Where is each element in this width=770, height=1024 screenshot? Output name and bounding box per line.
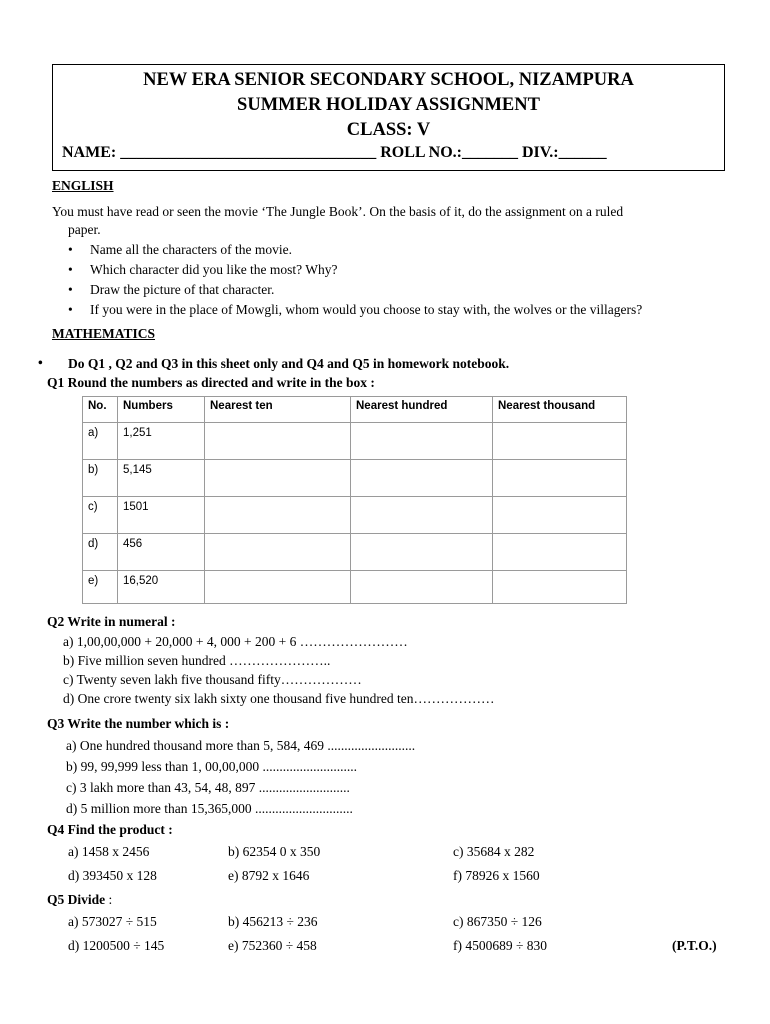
assignment-title: SUMMER HOLIDAY ASSIGNMENT (237, 95, 540, 115)
column-header: No. (83, 397, 118, 423)
answer-cell-nearest-ten[interactable] (205, 534, 351, 571)
mathematics-heading: MATHEMATICS (52, 326, 156, 341)
rounding-table (82, 396, 627, 604)
list-item: • If you were in the place of Mowgli, whom would you choose to stay with, the wolves or the villagers? (66, 300, 642, 320)
q4-item-e: e) 8792 x 1646 (228, 868, 310, 883)
english-bullet-list (66, 240, 642, 320)
q5-item-f: f) 4500689 ÷ 830 (453, 938, 548, 953)
answer-cell-nearest-thousand[interactable] (493, 534, 627, 571)
table-header-row (83, 397, 627, 423)
q4-item-b: b) 62354 0 x 350 (228, 844, 321, 859)
bullet-icon: • (68, 302, 73, 317)
q5-item-e: e) 752360 ÷ 458 (228, 938, 317, 953)
row-number: 1,251 (118, 423, 205, 460)
q5-title: Q5 Divide (47, 892, 106, 907)
column-header: Nearest hundred (351, 397, 493, 423)
q5-item-d: d) 1200500 ÷ 145 (68, 938, 165, 953)
table-row (83, 497, 627, 534)
page-turn-over-label: (P.T.O.) (672, 938, 717, 953)
answer-cell-nearest-hundred[interactable] (351, 460, 493, 497)
row-number: 456 (118, 534, 205, 571)
q4-item-f: f) 78926 x 1560 (453, 868, 540, 883)
row-number: 5,145 (118, 460, 205, 497)
row-label: c) (83, 497, 118, 534)
row-label: d) (83, 534, 118, 571)
class-label: CLASS: V (346, 120, 431, 140)
q2-item-c: c) Twenty seven lakh five thousand fifty……………… (63, 672, 362, 687)
row-number: 16,520 (118, 571, 205, 604)
q5-item-c: c) 867350 ÷ 126 (453, 914, 542, 929)
q4-title: Q4 Find the product : (47, 822, 173, 837)
row-number: 1501 (118, 497, 205, 534)
bullet-icon: • (68, 242, 73, 257)
column-header: Nearest ten (205, 397, 351, 423)
answer-cell-nearest-thousand[interactable] (493, 460, 627, 497)
table-row (83, 423, 627, 460)
q3-item-c: c) 3 lakh more than 43, 54, 48, 897 ........................... (66, 780, 350, 795)
answer-cell-nearest-hundred[interactable] (351, 534, 493, 571)
column-header: Nearest thousand (493, 397, 627, 423)
row-label: e) (83, 571, 118, 604)
q2-item-b: b) Five million seven hundred ………………….. (63, 653, 331, 668)
q3-item-b: b) 99, 99,999 less than 1, 00,00,000 ............................ (66, 759, 357, 774)
q4-item-d: d) 393450 x 128 (68, 868, 157, 883)
q3-item-d: d) 5 million more than 15,365,000 ............................. (66, 801, 353, 816)
q4-item-a: a) 1458 x 2456 (68, 844, 150, 859)
answer-cell-nearest-thousand[interactable] (493, 423, 627, 460)
q4-item-c: c) 35684 x 282 (453, 844, 535, 859)
list-item: • Name all the characters of the movie. (66, 240, 642, 260)
q5-title-colon: : (105, 892, 113, 907)
answer-cell-nearest-ten[interactable] (205, 460, 351, 497)
english-intro-line-1: You must have read or seen the movie ‘The Jungle Book’. On the basis of it, do the assignment on a ruled (52, 204, 624, 219)
answer-cell-nearest-hundred[interactable] (351, 423, 493, 460)
table-row (83, 571, 627, 604)
answer-cell-nearest-thousand[interactable] (493, 571, 627, 604)
q3-item-a: a) One hundred thousand more than 5, 584, 469 .......................... (66, 738, 416, 753)
bullet-icon: • (68, 282, 73, 297)
school-name: NEW ERA SENIOR SECONDARY SCHOOL, NIZAMPURA (143, 70, 634, 90)
math-instruction: Do Q1 , Q2 and Q3 in this sheet only and Q4 and Q5 in homework notebook. (68, 356, 510, 371)
q5-item-a: a) 573027 ÷ 515 (68, 914, 157, 929)
answer-cell-nearest-hundred[interactable] (351, 497, 493, 534)
row-label: b) (83, 460, 118, 497)
answer-cell-nearest-hundred[interactable] (351, 571, 493, 604)
english-heading: ENGLISH (52, 178, 114, 193)
q5-title-wrap (47, 892, 112, 908)
answer-cell-nearest-thousand[interactable] (493, 497, 627, 534)
answer-cell-nearest-ten[interactable] (205, 423, 351, 460)
column-header: Numbers (118, 397, 205, 423)
instruction-bullet-icon: • (38, 355, 43, 370)
name-roll-div-line: NAME: ________________________________ ROLL NO.:_______ DIV.:______ (62, 144, 607, 161)
english-intro-line-2: paper. (68, 222, 101, 237)
list-item: • Which character did you like the most? Why? (66, 260, 642, 280)
table-row (83, 534, 627, 571)
row-label: a) (83, 423, 118, 460)
q2-item-a: a) 1,00,00,000 + 20,000 + 4, 000 + 200 + 6 …………………… (63, 634, 408, 649)
q5-item-b: b) 456213 ÷ 236 (228, 914, 318, 929)
q2-item-d: d) One crore twenty six lakh sixty one thousand five hundred ten……………… (63, 691, 495, 706)
bullet-icon: • (68, 262, 73, 277)
table-row (83, 460, 627, 497)
answer-cell-nearest-ten[interactable] (205, 497, 351, 534)
q1-title: Q1 Round the numbers as directed and write in the box : (47, 375, 375, 390)
q2-title: Q2 Write in numeral : (47, 614, 176, 629)
answer-cell-nearest-ten[interactable] (205, 571, 351, 604)
list-item: • Draw the picture of that character. (66, 280, 642, 300)
q3-title: Q3 Write the number which is : (47, 716, 230, 731)
